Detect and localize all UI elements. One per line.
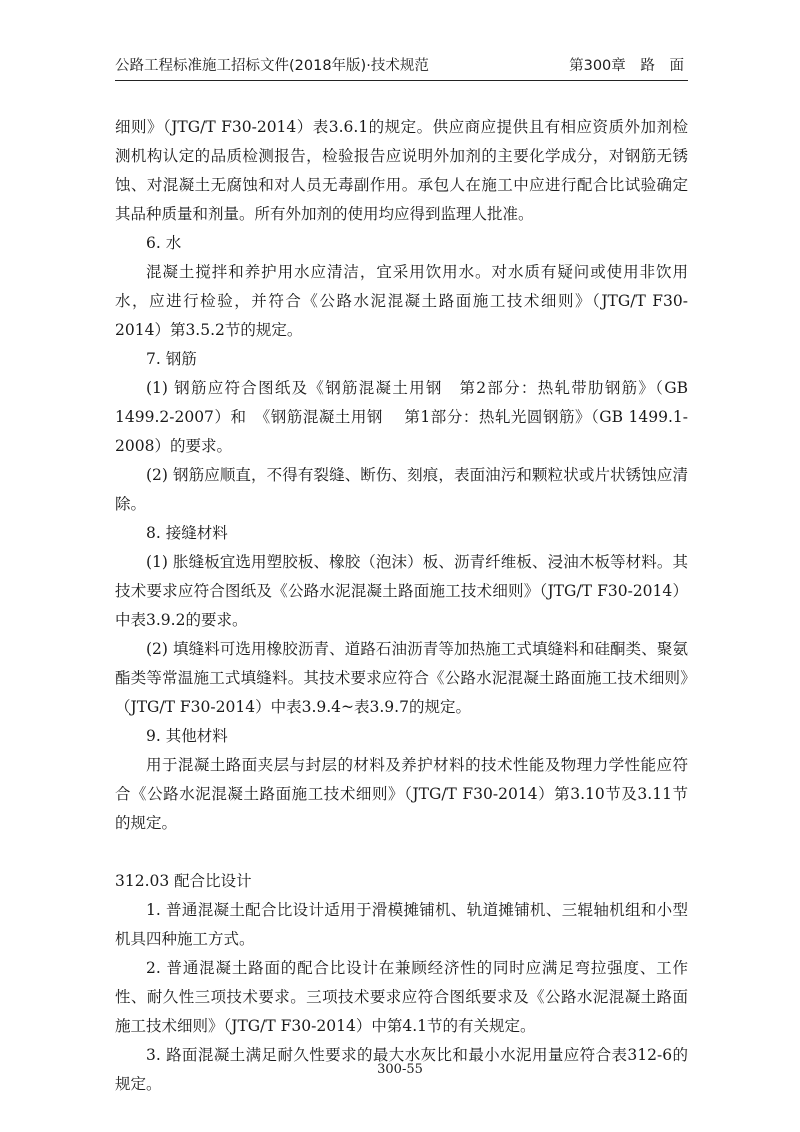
paragraph: 混凝土搅拌和养护用水应清洁，宜采用饮用水。对水质有疑问或使用非饮用水，应进行检验，并符合《公路水泥混凝土路面施工技术细则》（JTG/T F30-2014）第3.5.2节的规定。 — [115, 263, 688, 339]
paragraph: 1. 普通混凝土配合比设计适用于滑模摊铺机、轨道摊铺机、三辊轴机组和小型机具四种施工方式。 — [115, 901, 688, 948]
paragraph: 用于混凝土路面夹层与封层的材料及养护材料的技术性能及物理力学性能应符合《公路水泥混凝土路面施工技术细则》（JTG/T F30-2014）第3.10节及3.11节的规定。 — [115, 756, 688, 832]
paragraph: (1) 胀缝板宜选用塑胶板、橡胶（泡沫）板、沥青纤维板、浸油木板等材料。其技术要求应符合图纸及《公路水泥混凝土路面施工技术细则》（JTG/T F30-2014）中表3.9.2的要求。 — [115, 553, 688, 629]
page-header — [115, 52, 688, 81]
section-heading: 312.03 配合比设计 — [115, 872, 252, 890]
paragraph: 细则》（JTG/T F30-2014）表3.6.1的规定。供应商应提供且有相应资质外加剂检测机构认定的品质检测报告，检验报告应说明外加剂的主要化学成分，对钢筋无锈蚀、对混凝土无腐蚀和对人员无毒副作用。承包人在施工中应进行配合比试验确定其品种质量和剂量。所有外加剂的使用均应得到监理人批准。 — [115, 118, 688, 223]
header-chapter-title: 第300章 路 面 — [569, 58, 684, 74]
paragraph: 3. 路面混凝土满足耐久性要求的最大水灰比和最小水泥用量应符合表312-6的规定。 — [115, 1046, 688, 1093]
subheading: 9. 其他材料 — [146, 727, 228, 745]
subheading: 8. 接缝材料 — [146, 524, 228, 542]
subheading: 6. 水 — [146, 234, 182, 252]
body-text — [115, 113, 688, 1099]
paragraph: 2. 普通混凝土路面的配合比设计在兼顾经济性的同时应满足弯拉强度、工作性、耐久性三项技术要求。三项技术要求应符合图纸要求及《公路水泥混凝土路面施工技术细则》（JTG/T F30-2014）中第4.1节的有关规定。 — [115, 959, 688, 1035]
paragraph: (2) 填缝料可选用橡胶沥青、道路石油沥青等加热施工式填缝料和硅酮类、聚氨酯类等常温施工式填缝料。其技术要求应符合《公路水泥混凝土路面施工技术细则》（JTG/T F30-2014）中表3.9.4~表3.9.7的规定。 — [115, 640, 688, 716]
header-document-title: 公路工程标准施工招标文件(2018年版)·技术规范 — [115, 58, 429, 74]
page-number: 300-55 — [377, 1062, 423, 1077]
subheading: 7. 钢筋 — [146, 350, 197, 368]
paragraph: (2) 钢筋应顺直，不得有裂缝、断伤、刻痕，表面油污和颗粒状或片状锈蚀应清除。 — [115, 466, 688, 513]
paragraph: (1) 钢筋应符合图纸及《钢筋混凝土用钢 第2部分：热轧带肋钢筋》（GB 1499.2-2007）和 《钢筋混凝土用钢 第1部分：热轧光圆钢筋》（GB 1499.1-2008）的要求。 — [115, 379, 688, 455]
